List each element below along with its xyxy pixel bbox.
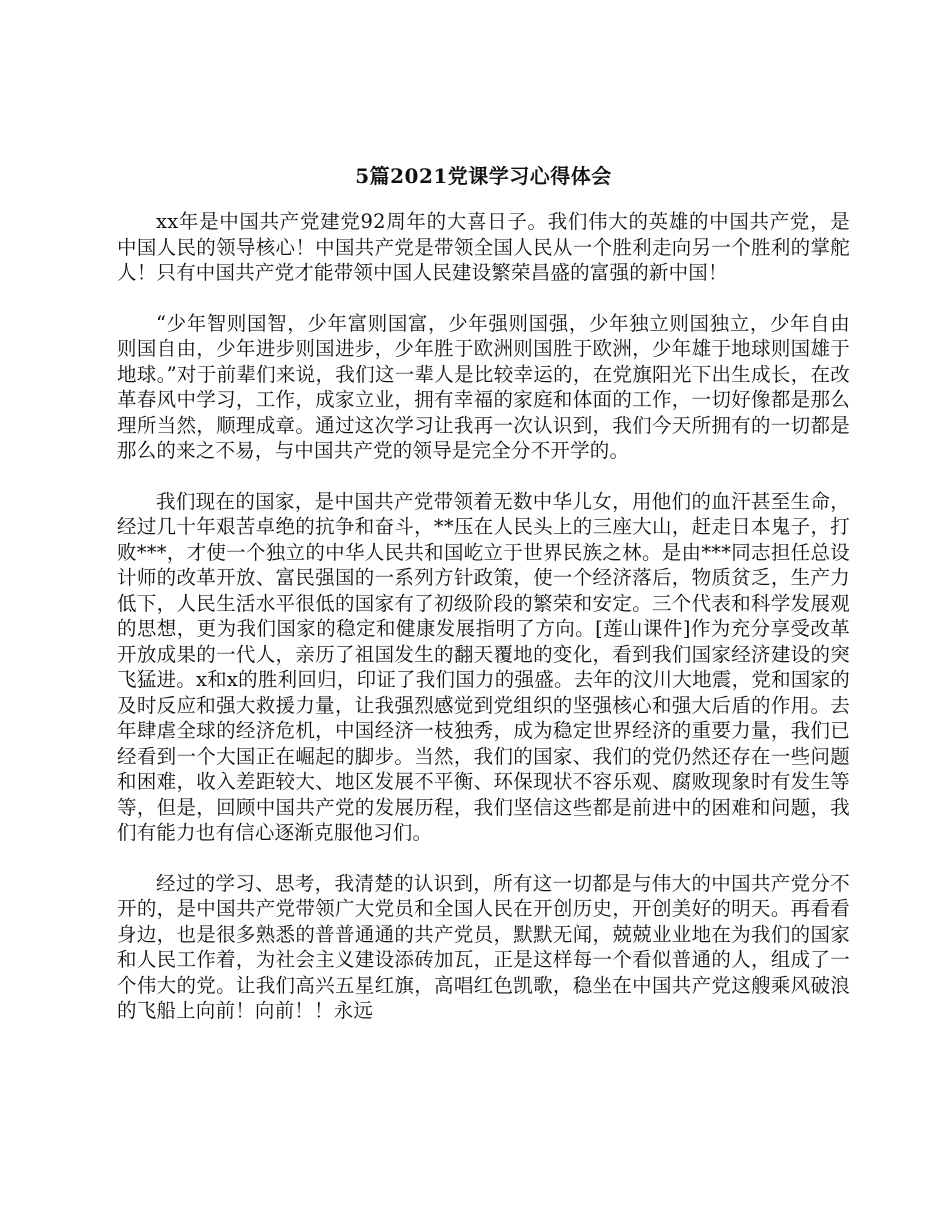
paragraph-4: 经过的学习、思考，我清楚的认识到，所有这一切都是与伟大的中国共产党分不开的，是中国共产党带领广大党员和全国人民在开创历史，开创美好的明天。再看看身边，也是很多熟悉的普普通通的共产党员，默默无闻，兢兢业业地在为我们的国家和人民工作着，为社会主义建设添砖加瓦，正是这样每一个看似普通的人，组成了一个伟大的党。让我们高兴五星红旗，高唱红色凯歌，稳坐在中国共产党这艘乘风破浪的飞船上向前！向前！！永远 [117, 871, 850, 1022]
paragraph-3: 我们现在的国家，是中国共产党带领着无数中华儿女，用他们的血汗甚至生命，经过几十年艰苦卓绝的抗争和奋斗，**压在人民头上的三座大山，赶走日本鬼子，打败***，才使一个独立的中华人民共和国屹立于世界民族之林。是由***同志担任总设计师的改革开放、富民强国的一系列方针政策，使一个经济落后，物质贫乏，生产力低下，人民生活水平很低的国家有了初级阶段的繁荣和安定。三个代表和科学发展观的思想，更为我们国家的稳定和健康发展指明了方向。[莲山课件]作为充分享受改革开放成果的一代人，亲历了祖国发生的翻天覆地的变化，看到我们国家经济建设的突飞猛进。x和x的胜利回归，印证了我们国力的强盛。去年的汶川大地震，党和国家的及时反应和强大救援力量，让我强烈感觉到党组织的坚强核心和强大后盾的作用。去年肆虐全球的经济危机，中国经济一枝独秀，成为稳定世界经济的重要力量，我们已经看到一个大国正在崛起的脚步。当然，我们的国家、我们的党仍然还存在一些问题和困难，收入差距较大、地区发展不平衡、环保现状不容乐观、腐败现象时有发生等等，但是，回顾中国共产党的发展历程，我们坚信这些都是前进中的困难和问题，我们有能力也有信心逐渐克服他习们。 [117, 489, 850, 844]
document-title: 5篇2021党课学习心得体会 [355, 164, 612, 188]
paragraph-1: xx年是中国共产党建党92周年的大喜日子。我们伟大的英雄的中国共产党，是中国人民的领导核心！中国共产党是带领全国人民从一个胜利走向另一个胜利的掌舵人！只有中国共产党才能带领中国人民建设繁荣昌盛的富强的新中国！ [117, 210, 850, 284]
document-page [117, 163, 850, 1049]
paragraph-2: “少年智则国智，少年富则国富，少年强则国强，少年独立则国独立，少年自由则国自由，少年进步则国进步，少年胜于欧洲则国胜于欧洲，少年雄于地球则国雄于地球。”对于前辈们来说，我们这一辈人是比较幸运的，在党旗阳光下出生成长，在改革春风中学习，工作，成家立业，拥有幸福的家庭和体面的工作，一切好像都是那么理所当然，顺理成章。通过这次学习让我再一次认识到，我们今天所拥有的一切都是那么的来之不易，与中国共产党的领导是完全分不开学的。 [117, 311, 850, 462]
